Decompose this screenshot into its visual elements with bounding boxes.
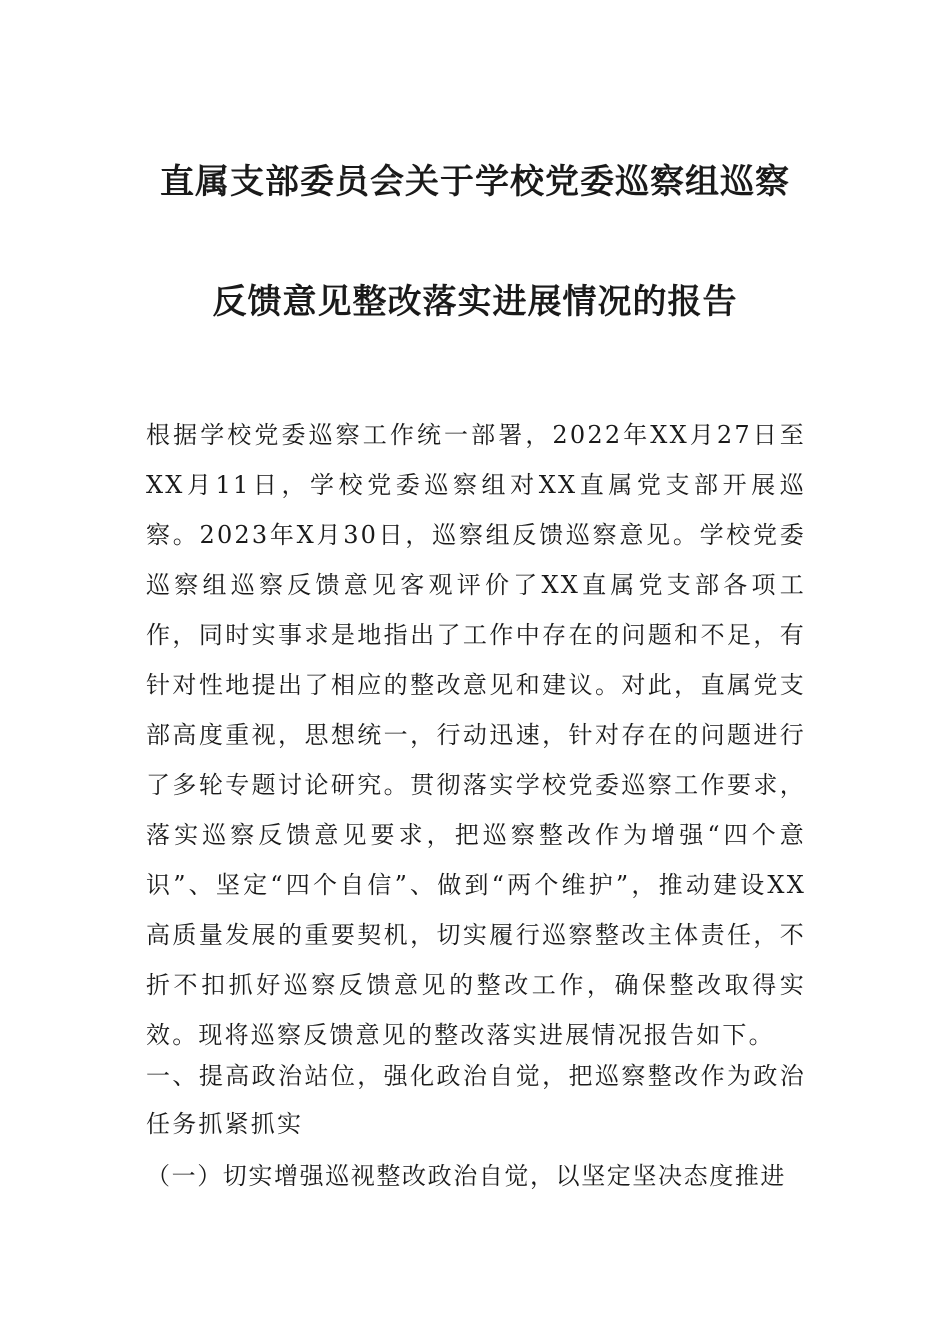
document-title-line-2: 反馈意见整改落实进展情况的报告: [212, 282, 738, 322]
document-title-line-1: 直属支部委员会关于学校党委巡察组巡察: [160, 162, 790, 202]
intro-paragraph: 根据学校党委巡察工作统一部署，2022年XX月27日至XX月11日，学校党委巡察组对XX直属党支部开展巡察。2023年X月30日，巡察组反馈巡察意见。学校党委巡察组巡察反馈意见客观评价了XX直属党支部各项工作，同时实事求是地指出了工作中存在的问题和不足，有针对性地提出了相应的整改意见和建议。对此，直属党支部高度重视，思想统一，行动迅速，针对存在的问题进行了多轮专题讨论研究。贯彻落实学校党委巡察工作要求，落实巡察反馈意见要求，把巡察整改作为增强“四个意识”、坚定“四个自信”、做到“两个维护”，推动建设XX高质量发展的重要契机，切实履行巡察整改主体责任，不折不扣抓好巡察反馈意见的整改工作，确保整改取得实效。现将巡察反馈意见的整改落实进展情况报告如下。: [146, 421, 806, 1049]
section-heading-1: 一、提高政治站位，强化政治自觉，把巡察整改作为政治任务抓紧抓实: [146, 1062, 806, 1138]
subsection-heading-1: （一）切实增强巡视整改政治自觉，以坚定坚决态度推进: [146, 1162, 786, 1190]
